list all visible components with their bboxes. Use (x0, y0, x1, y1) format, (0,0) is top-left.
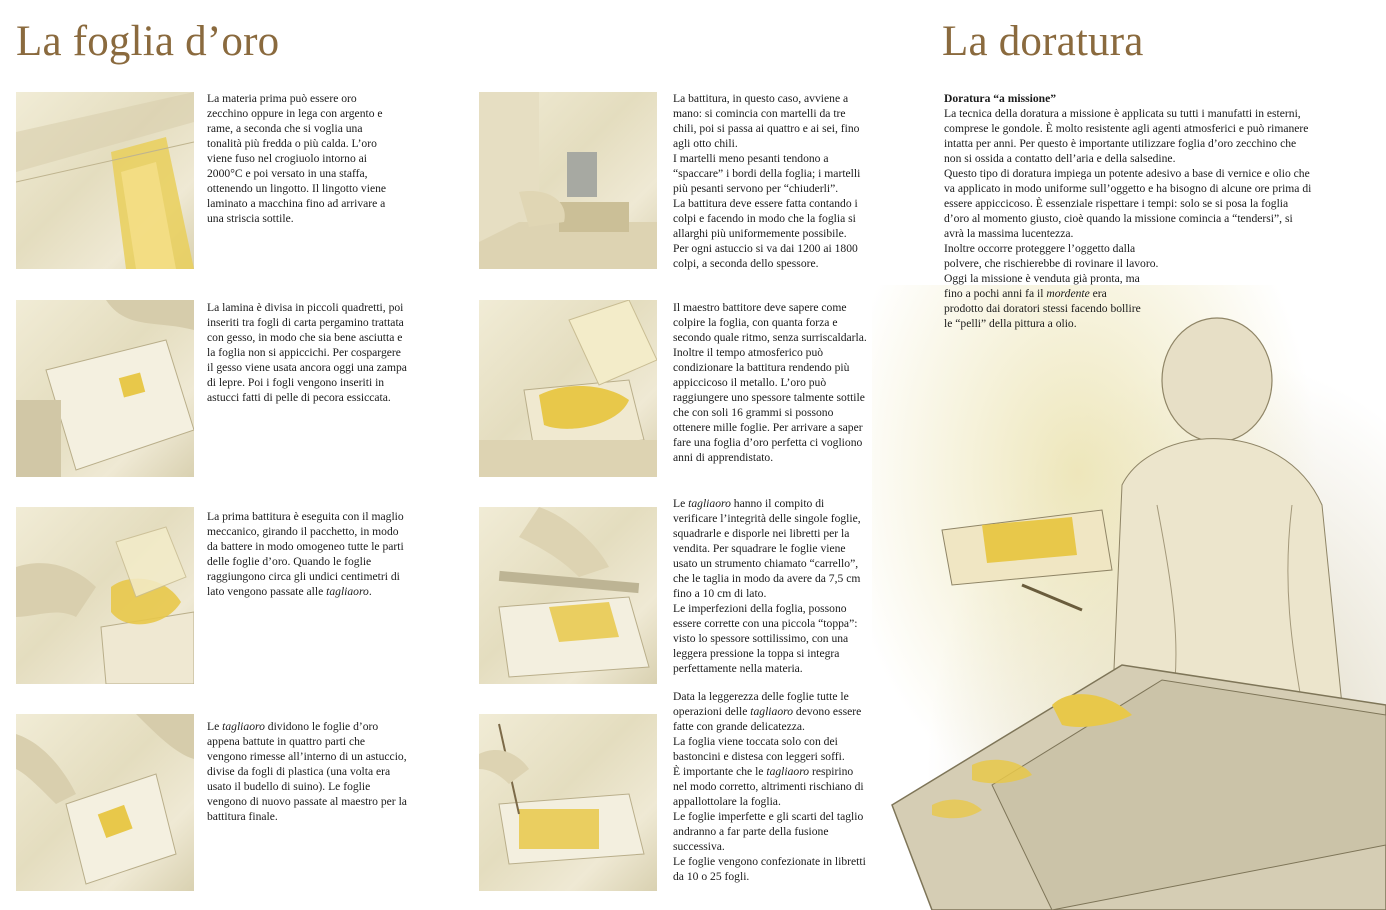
illustration-gilder-at-work (872, 285, 1386, 910)
mission-paragraph-2: Questo tipo di doratura impiega un potente adesivo a base di vernice e olio che va applicato in modo uniforme sull’oggetto e ha bisogno di alcune ore prima di essere appiccicoso. È essenziale rispettare i tempi: solo se si posa la foglia d’oro al momento giusto, cioè quando la missione comincia a “tendersi”, si avrà la massima lucentezza. (944, 167, 1312, 240)
illustration-squaring-carrello (479, 507, 657, 684)
right-page-title: La doratura (942, 18, 1144, 65)
illustration-handling-sticks (479, 714, 657, 891)
illustration-dividing-leaves (16, 714, 194, 891)
step-2-text: La lamina è divisa in piccoli quadretti, poi inseriti tra fogli di carta pergamino trattata con gesso, in modo che sia bene asciutta e la foglia non si appiccichi. Per cospargere il gesso viene usata ancora oggi una zampa di lepre. Poi i fogli vengono inseriti in astucci fatti di pelle di pecora essiccata. (207, 301, 407, 404)
step-7-text: Le tagliaoro hanno il compito di verificare l’integrità delle singole foglie, squadrarle e disporle nei libretti per la vendita. Per squadrare le foglie viene usato un strumento chiamato “carrello”, che le taglia in modo da avere da 7,5 cm fino a 10 cm di lato. Le imperfezioni della foglia, possono essere corrette con una piccola “toppa”: visto lo spessore sottilissimo, con una leggera pressione la toppa si integra perfettamente nella materia. (673, 497, 861, 675)
mission-heading: Doratura “a missione” (944, 92, 1057, 105)
illustration-cutting-squares (16, 300, 194, 477)
mission-paragraph-3: Inoltre occorre proteggere l’oggetto dalla polvere, che rischierebbe di rovinare il lavoro. (944, 242, 1159, 270)
illustration-master-beater (479, 300, 657, 477)
left-page-title: La foglia d’oro (16, 18, 280, 65)
step-5-text: La battitura, in questo caso, avviene a mano: si comincia con martelli da tre chili, poi si passa ai quattro e ai sei, fino agli otto chili. I martelli meno pesanti tendono a “spaccare” i bordi della foglia; i martelli più pesanti servono per “chiuderli”. La battitura deve essere fatta contando i colpi e facendo in modo che la foglia si allarghi più uniformemente possibile. Per ogni astuccio si va dai 1200 ai 1800 colpi, a seconda dello spessore. (673, 92, 861, 270)
step-3-text: La prima battitura è eseguita con il maglio meccanico, girando il pacchetto, in modo da battere in modo omogeneo tutte le parti delle foglie d’oro. Quando le foglie raggiungono circa gli undici centimetri di lato vengono passate alle tagliaoro. (207, 510, 404, 598)
illustration-gold-strip (16, 92, 194, 269)
illustration-hand-beating (479, 92, 657, 269)
step-8-text: Data la leggerezza delle foglie tutte le operazioni delle tagliaoro devono essere fatte con grande delicatezza. La foglia viene toccata solo con dei bastoncini e distesa con leggeri soffi. È importante che le tagliaoro respirino nel modo corretto, altrimenti rischiano di appallottolare la foglia. Le foglie imperfette e gli scarti del taglio andranno a far parte della fusione successiva. Le foglie vengono confezionate in libretti da 10 o 25 fogli. (673, 690, 866, 883)
mission-paragraph-1: La tecnica della doratura a missione è applicata su tutti i manufatti in esterni, comprese le gondole. È molto resistente agli agenti atmosferici e può rimanere intatta per anni. Per questo è importante utilizzare foglia d’oro zecchino che non si ossida a contatto dell’aria e della salsedine. (944, 107, 1309, 165)
step-1-text: La materia prima può essere oro zecchino oppure in lega con argento e rame, a seconda che si voglia una tonalità più fredda o più calda. L’oro viene fuso nel crogiuolo intorno ai 2000°C e poi versato in una staffa, ottenendo un lingotto. Il lingotto viene laminato a macchina fino ad arrivare a una striscia sottile. (207, 92, 387, 225)
step-4-text: Le tagliaoro dividono le foglie d’oro appena battute in quattro parti che vengono rimesse all’interno di un astuccio, divise da fogli di plastica (una volta era usato il budello di suino). Le foglie vengono di nuovo passate al maestro per la battitura finale. (207, 720, 407, 823)
illustration-first-beating (16, 507, 194, 684)
mission-gilding-text (944, 91, 1314, 331)
mission-paragraph-4: Oggi la missione è venduta già pronta, ma fino a pochi anni fa il mordente era prodotto dai doratori stessi facendo bollire le “pelli” della pittura a olio. (944, 272, 1141, 330)
step-6-text: Il maestro battitore deve sapere come colpire la foglia, con quanta forza e secondo quale ritmo, senza surriscaldarla. Inoltre il tempo atmosferico può condizionare la battitura rendendo più appiccicoso il metallo. L’oro può raggiungere uno spessore talmente sottile che con soli 16 grammi si possono ottenere mille foglie. Per arrivare a saper fare una foglia d’oro perfetta ci vogliono anni di apprendistato. (673, 301, 867, 464)
